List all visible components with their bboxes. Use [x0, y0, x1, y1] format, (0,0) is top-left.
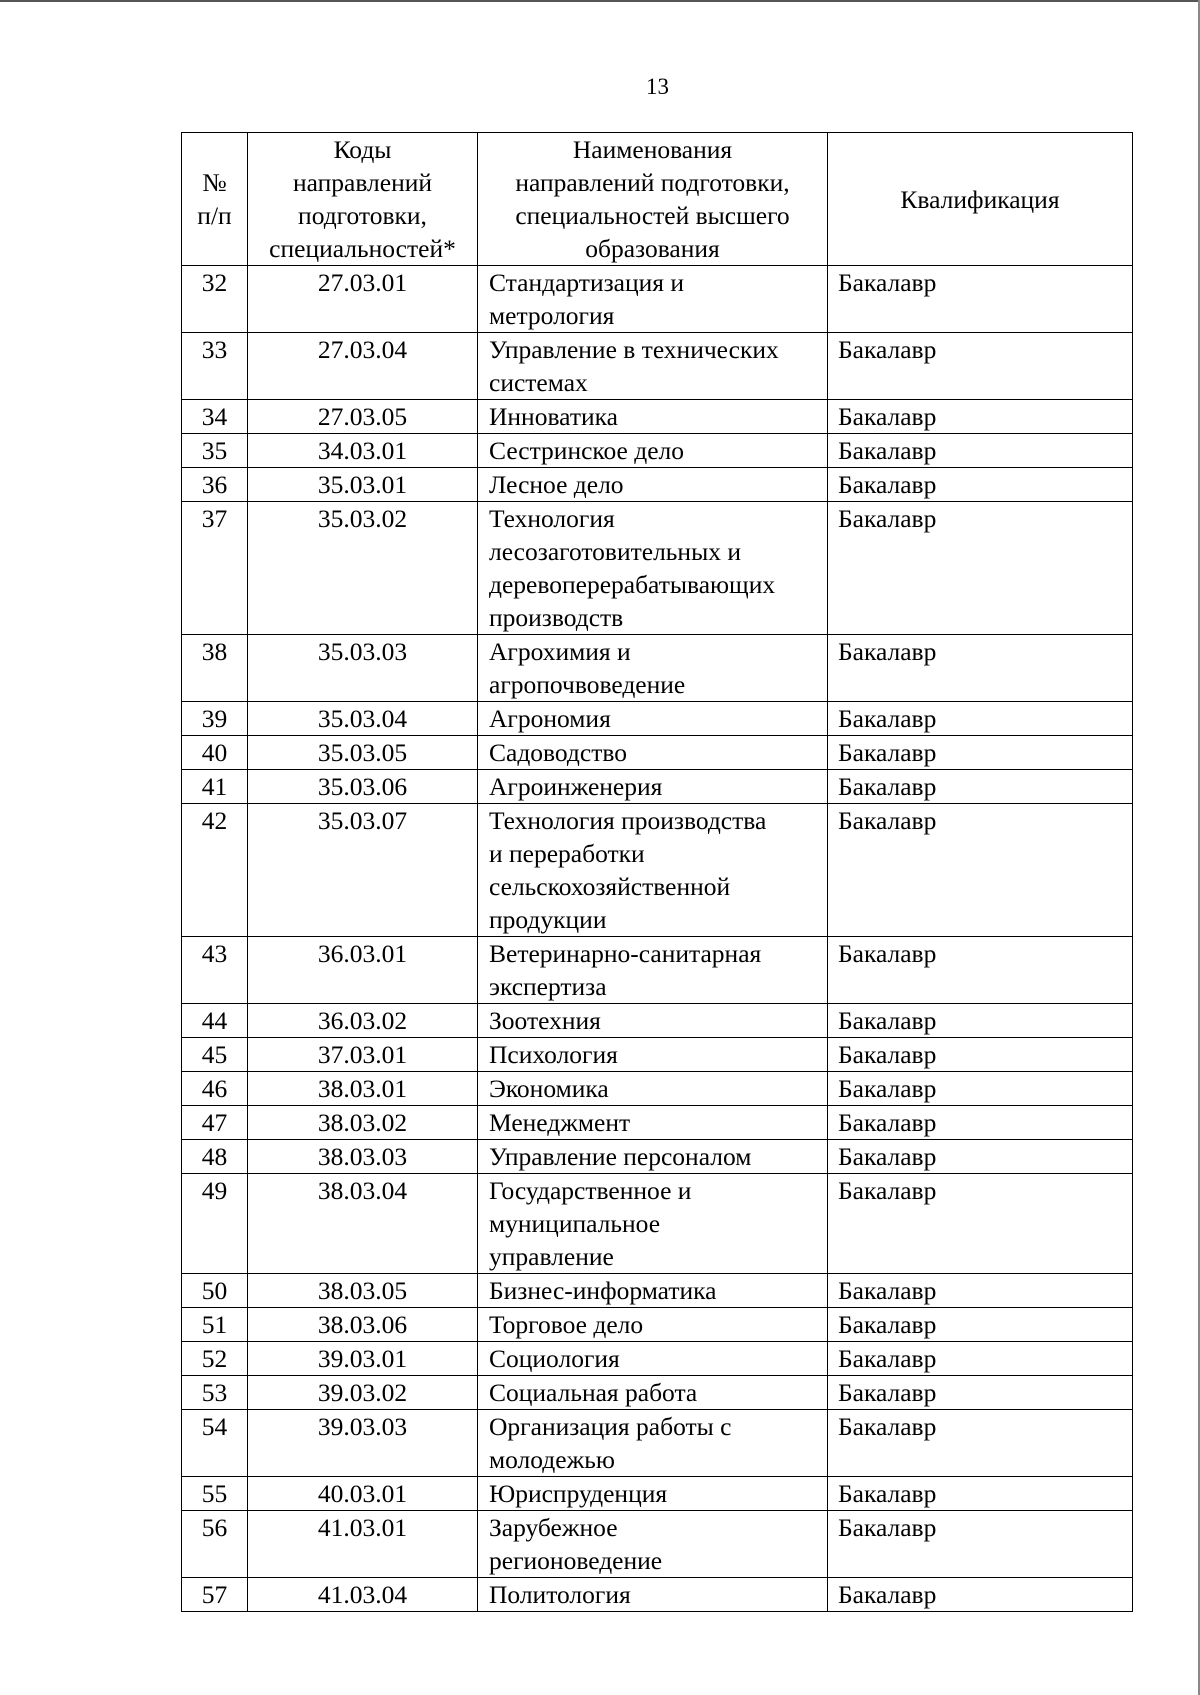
table-row — [182, 1274, 1133, 1308]
table-row — [182, 1140, 1133, 1174]
row-qualification: Бакалавр — [828, 1038, 1133, 1072]
table-body — [182, 266, 1133, 1612]
row-code: 27.03.04 — [248, 333, 478, 400]
table-row — [182, 400, 1133, 434]
table-row — [182, 1072, 1133, 1106]
row-number: 53 — [182, 1376, 248, 1410]
row-qualification: Бакалавр — [828, 333, 1133, 400]
row-name: Стандартизация и метрология — [478, 266, 828, 333]
row-code: 41.03.01 — [248, 1511, 478, 1578]
row-name: Агрономия — [478, 702, 828, 736]
row-code: 35.03.04 — [248, 702, 478, 736]
row-name: Политология — [478, 1578, 828, 1612]
row-qualification: Бакалавр — [828, 937, 1133, 1004]
header-row — [182, 133, 1133, 266]
row-number: 33 — [182, 333, 248, 400]
row-name: Зоотехния — [478, 1004, 828, 1038]
row-qualification: Бакалавр — [828, 1004, 1133, 1038]
row-qualification: Бакалавр — [828, 1477, 1133, 1511]
row-name: Менеджмент — [478, 1106, 828, 1140]
row-qualification: Бакалавр — [828, 502, 1133, 635]
header-name: Наименования направлений подготовки, специальностей высшего образования — [478, 133, 828, 266]
row-name: Сестринское дело — [478, 434, 828, 468]
row-code: 38.03.05 — [248, 1274, 478, 1308]
row-qualification: Бакалавр — [828, 1410, 1133, 1477]
table-row — [182, 937, 1133, 1004]
header-qualification: Квалификация — [828, 133, 1133, 266]
row-code: 38.03.06 — [248, 1308, 478, 1342]
row-code: 41.03.04 — [248, 1578, 478, 1612]
row-qualification: Бакалавр — [828, 468, 1133, 502]
row-code: 35.03.01 — [248, 468, 478, 502]
row-number: 54 — [182, 1410, 248, 1477]
table-row — [182, 502, 1133, 635]
row-code: 37.03.01 — [248, 1038, 478, 1072]
page-number: 13 — [646, 74, 669, 99]
row-qualification: Бакалавр — [828, 804, 1133, 937]
table-row — [182, 1342, 1133, 1376]
row-qualification: Бакалавр — [828, 266, 1133, 333]
row-name: Бизнес-информатика — [478, 1274, 828, 1308]
row-qualification: Бакалавр — [828, 635, 1133, 702]
row-name: Управление в технических системах — [478, 333, 828, 400]
table-row — [182, 266, 1133, 333]
row-number: 38 — [182, 635, 248, 702]
table-header — [182, 133, 1133, 266]
row-name: Психология — [478, 1038, 828, 1072]
row-number: 37 — [182, 502, 248, 635]
row-code: 36.03.01 — [248, 937, 478, 1004]
row-code: 39.03.02 — [248, 1376, 478, 1410]
row-number: 47 — [182, 1106, 248, 1140]
row-code: 34.03.01 — [248, 434, 478, 468]
row-name: Технология производства и переработки сельскохозяйственной продукции — [478, 804, 828, 937]
table-row — [182, 1004, 1133, 1038]
row-name: Лесное дело — [478, 468, 828, 502]
row-number: 41 — [182, 770, 248, 804]
table-row — [182, 434, 1133, 468]
row-number: 57 — [182, 1578, 248, 1612]
row-code: 35.03.02 — [248, 502, 478, 635]
row-name: Торговое дело — [478, 1308, 828, 1342]
row-qualification: Бакалавр — [828, 1274, 1133, 1308]
table-row — [182, 1376, 1133, 1410]
row-code: 39.03.01 — [248, 1342, 478, 1376]
table-row — [182, 1578, 1133, 1612]
row-name: Организация работы с молодежью — [478, 1410, 828, 1477]
row-number: 32 — [182, 266, 248, 333]
table-row — [182, 702, 1133, 736]
row-name: Инноватика — [478, 400, 828, 434]
row-qualification: Бакалавр — [828, 1376, 1133, 1410]
row-name: Агроинженерия — [478, 770, 828, 804]
row-name: Государственное и муниципальное управление — [478, 1174, 828, 1274]
row-code: 39.03.03 — [248, 1410, 478, 1477]
table-row — [182, 1106, 1133, 1140]
row-qualification: Бакалавр — [828, 770, 1133, 804]
row-number: 39 — [182, 702, 248, 736]
row-qualification: Бакалавр — [828, 702, 1133, 736]
row-qualification: Бакалавр — [828, 1072, 1133, 1106]
row-qualification: Бакалавр — [828, 400, 1133, 434]
row-code: 38.03.01 — [248, 1072, 478, 1106]
table-row — [182, 1038, 1133, 1072]
row-name: Экономика — [478, 1072, 828, 1106]
row-qualification: Бакалавр — [828, 1511, 1133, 1578]
row-qualification: Бакалавр — [828, 736, 1133, 770]
row-name: Зарубежное регионоведение — [478, 1511, 828, 1578]
row-name: Социология — [478, 1342, 828, 1376]
row-number: 48 — [182, 1140, 248, 1174]
row-name: Ветеринарно-санитарная экспертиза — [478, 937, 828, 1004]
row-name: Социальная работа — [478, 1376, 828, 1410]
row-name: Садоводство — [478, 736, 828, 770]
row-code: 38.03.02 — [248, 1106, 478, 1140]
row-number: 46 — [182, 1072, 248, 1106]
header-num: № п/п — [182, 133, 248, 266]
row-code: 27.03.05 — [248, 400, 478, 434]
row-name: Юриспруденция — [478, 1477, 828, 1511]
specialties-table — [181, 132, 1133, 1612]
table-row — [182, 736, 1133, 770]
table-row — [182, 468, 1133, 502]
row-qualification: Бакалавр — [828, 1308, 1133, 1342]
row-number: 35 — [182, 434, 248, 468]
row-code: 35.03.07 — [248, 804, 478, 937]
table-row — [182, 770, 1133, 804]
row-code: 35.03.03 — [248, 635, 478, 702]
row-number: 49 — [182, 1174, 248, 1274]
row-number: 42 — [182, 804, 248, 937]
table-row — [182, 1477, 1133, 1511]
row-qualification: Бакалавр — [828, 1578, 1133, 1612]
row-code: 36.03.02 — [248, 1004, 478, 1038]
row-number: 43 — [182, 937, 248, 1004]
row-number: 55 — [182, 1477, 248, 1511]
row-qualification: Бакалавр — [828, 434, 1133, 468]
row-qualification: Бакалавр — [828, 1342, 1133, 1376]
row-number: 36 — [182, 468, 248, 502]
row-number: 40 — [182, 736, 248, 770]
table-row — [182, 1308, 1133, 1342]
table-row — [182, 1174, 1133, 1274]
row-qualification: Бакалавр — [828, 1174, 1133, 1274]
table-row — [182, 804, 1133, 937]
row-number: 34 — [182, 400, 248, 434]
row-number: 56 — [182, 1511, 248, 1578]
row-code: 38.03.04 — [248, 1174, 478, 1274]
table-row — [182, 1410, 1133, 1477]
table-row — [182, 333, 1133, 400]
row-code: 35.03.06 — [248, 770, 478, 804]
table-row — [182, 1511, 1133, 1578]
row-number: 52 — [182, 1342, 248, 1376]
table-row — [182, 635, 1133, 702]
row-qualification: Бакалавр — [828, 1140, 1133, 1174]
row-name: Управление персоналом — [478, 1140, 828, 1174]
row-code: 35.03.05 — [248, 736, 478, 770]
row-name: Агрохимия и агропочвоведение — [478, 635, 828, 702]
row-code: 38.03.03 — [248, 1140, 478, 1174]
row-number: 44 — [182, 1004, 248, 1038]
row-qualification: Бакалавр — [828, 1106, 1133, 1140]
scan-edge-top — [0, 0, 1200, 2]
row-code: 27.03.01 — [248, 266, 478, 333]
row-number: 51 — [182, 1308, 248, 1342]
row-number: 50 — [182, 1274, 248, 1308]
row-name: Технология лесозаготовительных и деревоперерабатывающих производств — [478, 502, 828, 635]
header-code: Коды направлений подготовки, специальностей* — [248, 133, 478, 266]
row-number: 45 — [182, 1038, 248, 1072]
row-code: 40.03.01 — [248, 1477, 478, 1511]
